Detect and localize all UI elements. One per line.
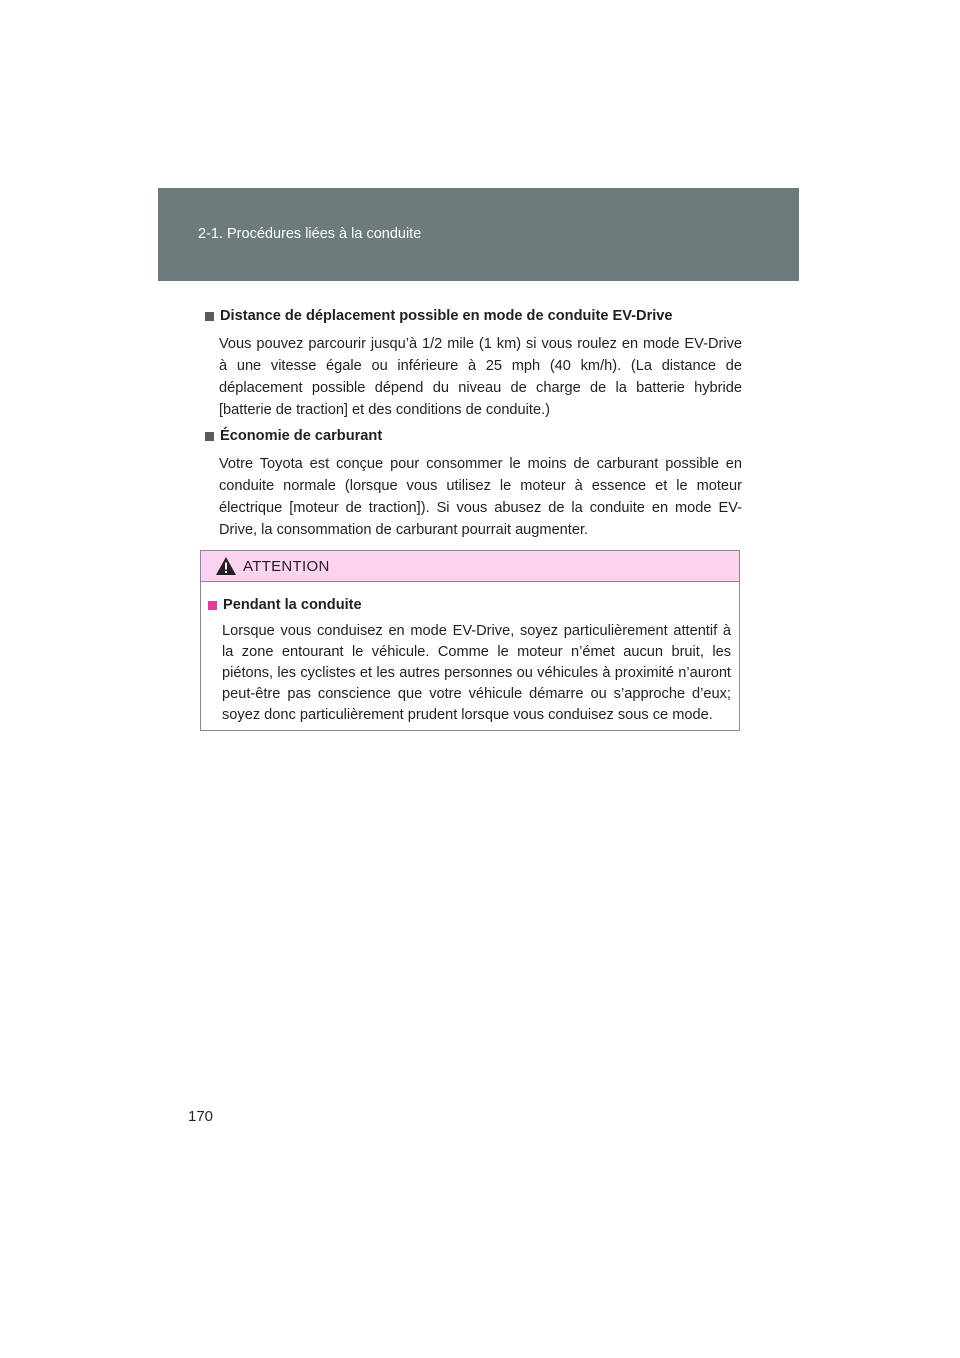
main-content [205, 305, 742, 545]
attention-title: ATTENTION [243, 557, 330, 575]
square-bullet-icon [205, 432, 214, 441]
section-fuel-economy [205, 425, 742, 541]
section-heading-text: Distance de déplacement possible en mode de conduite EV-Drive [220, 308, 673, 324]
attention-header [201, 551, 739, 582]
section-heading [205, 305, 742, 327]
square-bullet-icon [208, 601, 217, 610]
attention-heading-text: Pendant la conduite [223, 597, 362, 613]
attention-body-text: Lorsque vous conduisez en mode EV-Drive, soyez particulièrement attentif à la zone entourant le véhicule. Comme le moteur n’émet aucun bruit, les piétons, les cyclistes et les autres personnes ou véhicules à proximité n’auront peut-être pas conscience que votre véhicule démarre ou s’approche d’eux; soyez donc particulièrement prudent lorsque vous conduisez sous ce mode. [222, 623, 731, 723]
section-body-text: Vous pouvez parcourir jusqu’à 1/2 mile (1 km) si vous roulez en mode EV-Drive à une vitesse égale ou inférieure à 25 mph (40 km/h). (La distance de déplacement possible dépend du niveau de charge de la batterie hybride [batterie de traction] et des conditions de conduite.) [219, 336, 742, 418]
section-heading [205, 425, 742, 447]
attention-content [201, 582, 739, 726]
chapter-section-title: 2-1. Procédures liées à la conduite [198, 226, 422, 242]
page-number: 170 [188, 1108, 214, 1125]
warning-triangle-icon [215, 556, 237, 576]
square-bullet-icon [205, 312, 214, 321]
section-ev-drive-distance [205, 305, 742, 421]
attention-heading [208, 594, 731, 616]
section-heading-text: Économie de carburant [220, 428, 383, 444]
chapter-header-band [158, 188, 799, 281]
section-body-text: Votre Toyota est conçue pour consommer le moins de carburant possible en conduite normale (lorsque vous utilisez le moteur à essence et le moteur électrique [moteur de traction]). Si vous abusez de la conduite en mode EV-Drive, la consommation de carburant pourrait augmenter. [219, 456, 742, 538]
attention-box [200, 550, 740, 731]
